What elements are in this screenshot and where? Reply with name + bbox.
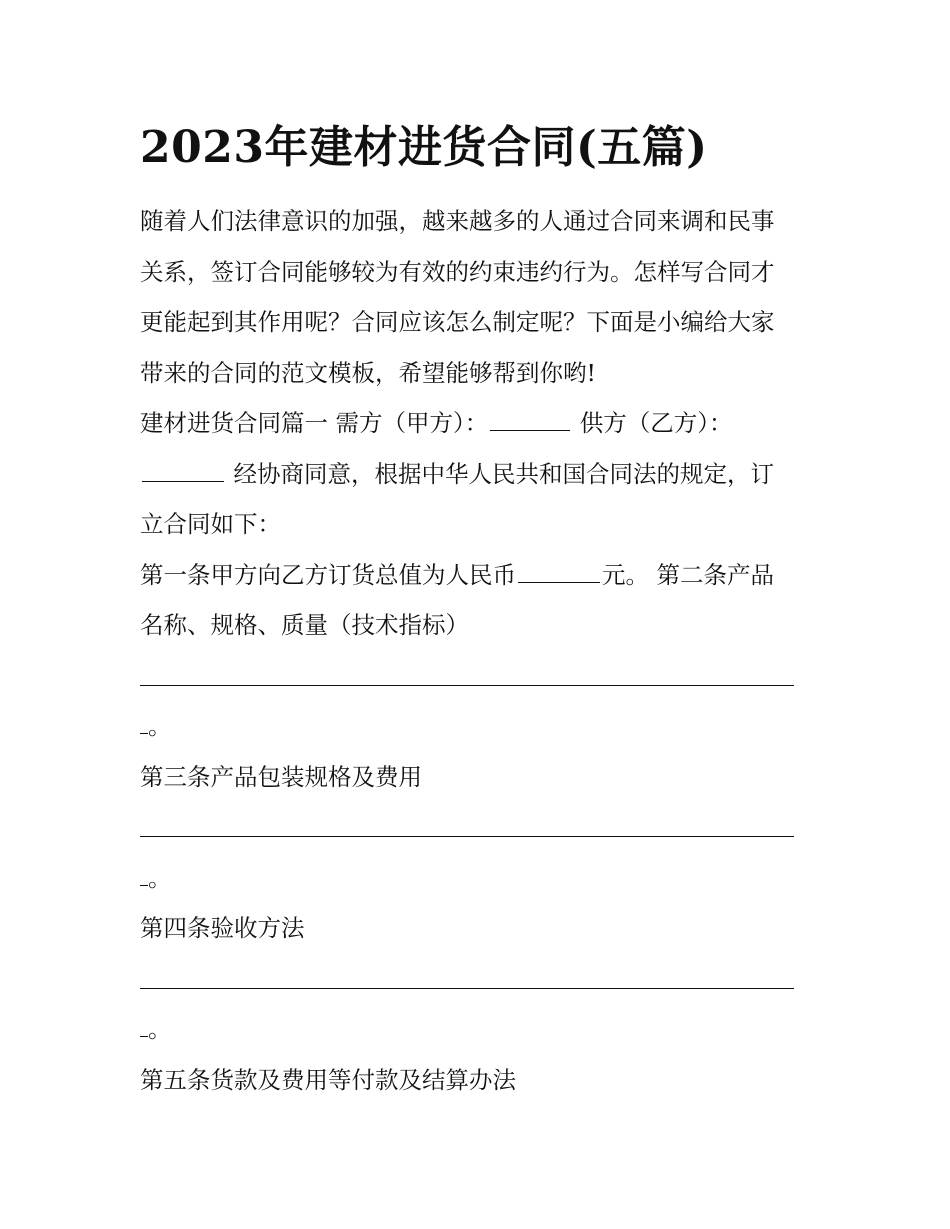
tail-blank: [140, 861, 148, 886]
article-four: 第四条验收方法: [140, 914, 305, 942]
amount-blank: [518, 558, 600, 583]
tail-period: 。: [148, 1015, 172, 1043]
buyer-label: 建材进货合同篇一 需方（甲方）：: [140, 409, 489, 437]
contract-one-header: [140, 398, 812, 550]
article-two-start: 元。 第二条产品: [602, 560, 774, 589]
intro-line: 更能起到其作用呢？合同应该怎么制定呢？下面是小编给大家: [140, 308, 775, 336]
document-title: 2023年建材进货合同(五篇): [140, 122, 708, 173]
intro-line: 关系，签订合同能够较为有效的约束违约行为。怎样写合同才: [140, 257, 775, 286]
article-one-line: [140, 550, 812, 601]
article-five: 第五条货款及费用等付款及结算办法: [140, 1065, 516, 1094]
intro-line: 随着人们法律意识的加强，越来越多的人通过合同来调和民事: [140, 207, 775, 235]
seller-label: 供方（乙方）：: [572, 409, 733, 437]
article-one: [140, 550, 812, 651]
tail-period: 。: [148, 863, 172, 892]
document-body: [140, 196, 812, 1105]
intro-paragraph: [140, 196, 812, 398]
fill-line: [140, 802, 812, 853]
contract-parties-line: [140, 398, 812, 449]
article-two-line: 名称、规格、质量（技术指标）: [140, 611, 469, 639]
article-three: 第三条产品包装规格及费用: [140, 762, 422, 791]
contract-intro-end: 立合同如下：: [140, 510, 281, 538]
fill-line-tail: [140, 853, 812, 904]
tail-blank: [140, 710, 148, 735]
intro-line: 带来的合同的范文模板，希望能够帮到你哟!: [140, 358, 596, 387]
buyer-blank: [490, 407, 570, 432]
agreement-text: 经协商同意，根据中华人民共和国合同法的规定，订: [226, 459, 774, 488]
contract-agreement-line: [140, 449, 812, 500]
fill-line-tail: [140, 701, 812, 752]
fill-line-tail: [140, 1004, 812, 1055]
tail-period: 。: [148, 712, 172, 740]
tail-blank: [140, 1013, 148, 1038]
fill-line: [140, 651, 812, 702]
fill-line: [140, 954, 812, 1005]
article-one-text: 第一条甲方向乙方订货总值为人民币: [140, 560, 516, 589]
seller-blank: [142, 457, 224, 482]
